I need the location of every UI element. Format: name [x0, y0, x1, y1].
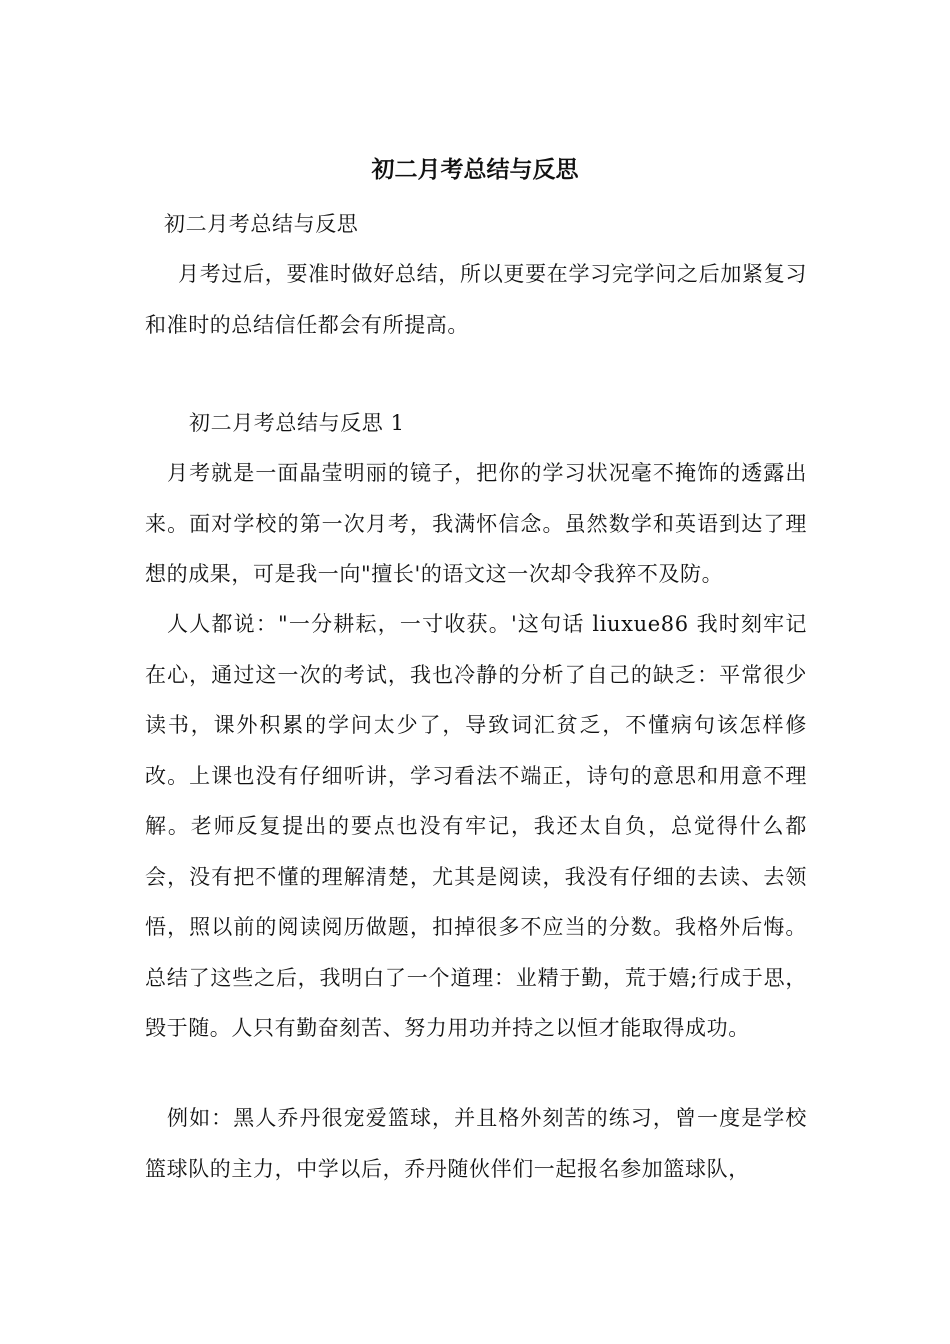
document-title: 初二月考总结与反思 [371, 156, 579, 183]
body-paragraph: 人人都说："一分耕耘，一寸收获。'这句话 liuxue86 我时刻牢记在心，通过这一次的考试，我也冷静的分析了自己的缺乏：平常很少读书，课外积累的学问太少了，导致词汇贫乏，不懂病句该怎样修改。上课也没有仔细听讲，学习看法不端正，诗句的意思和用意不理解。老师反复提出的要点也没有牢记，我还太自负，总觉得什么都会，没有把不懂的理解清楚，尤其是阅读，我没有仔细的去读、去领悟，照以前的阅读阅历做题，扣掉很多不应当的分数。我格外后悔。总结了这些之后，我明白了一个道理：业精于勤，荒于嬉;行成于思，毁于随。人只有勤奋刻苦、努力用功并持之以恒才能取得成功。 [145, 612, 807, 1040]
body-paragraph: 例如：黑人乔丹很宠爱篮球，并且格外刻苦的练习，曾一度是学校篮球队的主力，中学以后，乔丹随伙伴们一起报名参加篮球队， [145, 1106, 807, 1181]
body-paragraph: 月考就是一面晶莹明丽的镜子，把你的学习状况毫不掩饰的透露出来。面对学校的第一次月考，我满怀信念。虽然数学和英语到达了理想的成果，可是我一向"擅长'的语文这一次却令我猝不及防。 [145, 461, 807, 586]
subtitle: 初二月考总结与反思 [164, 212, 359, 236]
section-heading: 初二月考总结与反思 1 [189, 411, 405, 435]
intro-paragraph: 月考过后，要准时做好总结，所以更要在学习完学问之后加紧复习和准时的总结信任都会有所提高。 [145, 262, 807, 337]
